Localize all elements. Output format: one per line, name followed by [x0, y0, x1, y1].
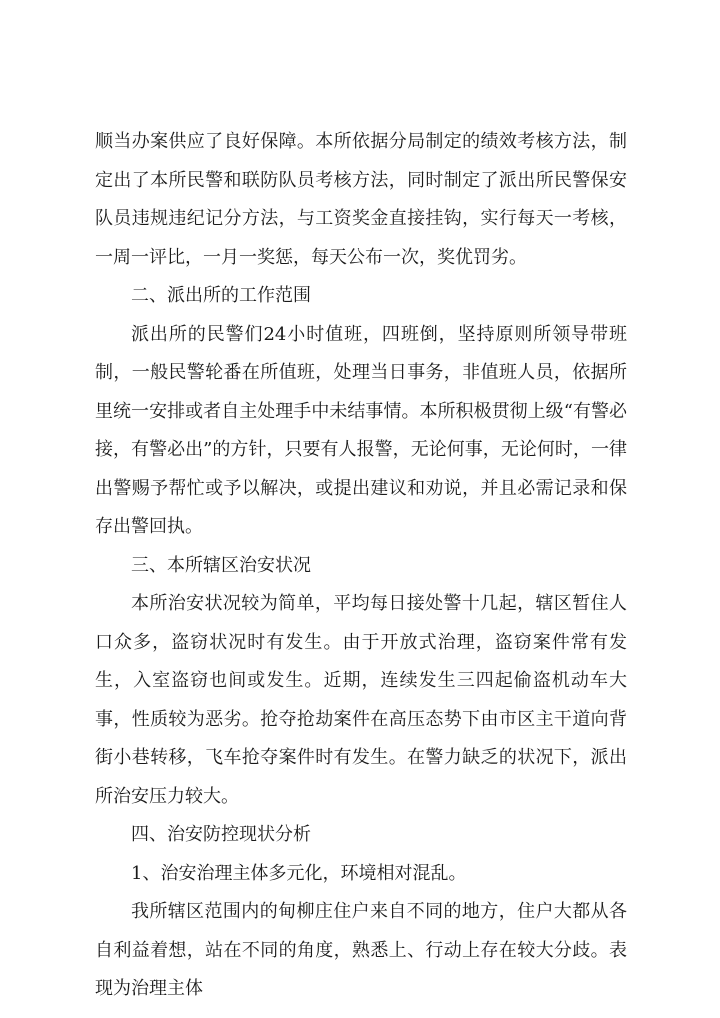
- document-body: [95, 123, 627, 1009]
- paragraph-intro: 顺当办案供应了良好保障。本所依据分局制定的绩效考核方法，制定出了本所民警和联防队员考核方法，同时制定了派出所民警保安队员违规违纪记分方法，与工资奖金直接挂钩，实行每天一考核，一周一评比，一月一奖惩，每天公布一次，奖优罚劣。: [95, 131, 627, 268]
- section-heading-prevention-analysis: 四、治安防控现状分析: [131, 824, 311, 845]
- paragraph-security-status: 本所治安状况较为简单，平均每日接处警十几起，辖区暂住人口众多，盗窃状况时有发生。由于开放式治理，盗窃案件常有发生，入室盗窃也间或发生。近期，连续发生三四起偷盗机动车大事，性质较为恶劣。抢夺抢劫案件在高压态势下由市区主干道向背街小巷转移，飞车抢夺案件时有发生。在警力缺乏的状况下，派出所治安压力较大。: [95, 593, 627, 807]
- section-heading-security-status: 三、本所辖区治安状况: [131, 554, 311, 576]
- section-heading-work-scope: 二、派出所的工作范围: [131, 285, 311, 306]
- subsection-heading-multi-subject: 1、治安治理主体多元化，环境相对混乱。: [131, 862, 467, 884]
- paragraph-work-scope: 派出所的民警们24小时值班，四班倒，坚持原则所领导带班制，一般民警轮番在所值班，处理当日事务，非值班人员，依据所里统一安排或者自主处理手中未结事情。本所积极贯彻上级“有警必接，有警必出”的方针，只要有人报警，无论何事，无论何时，一律出警赐予帮忙或予以解决，或提出建议和劝说，并且必需记录和保存出警回执。: [95, 323, 627, 537]
- paragraph-multi-subject: 我所辖区范围内的甸柳庄住户来自不同的地方，住户大都从各自利益着想，站在不同的角度，熟悉上、行动上存在较大分歧。表现为治理主体: [95, 901, 627, 999]
